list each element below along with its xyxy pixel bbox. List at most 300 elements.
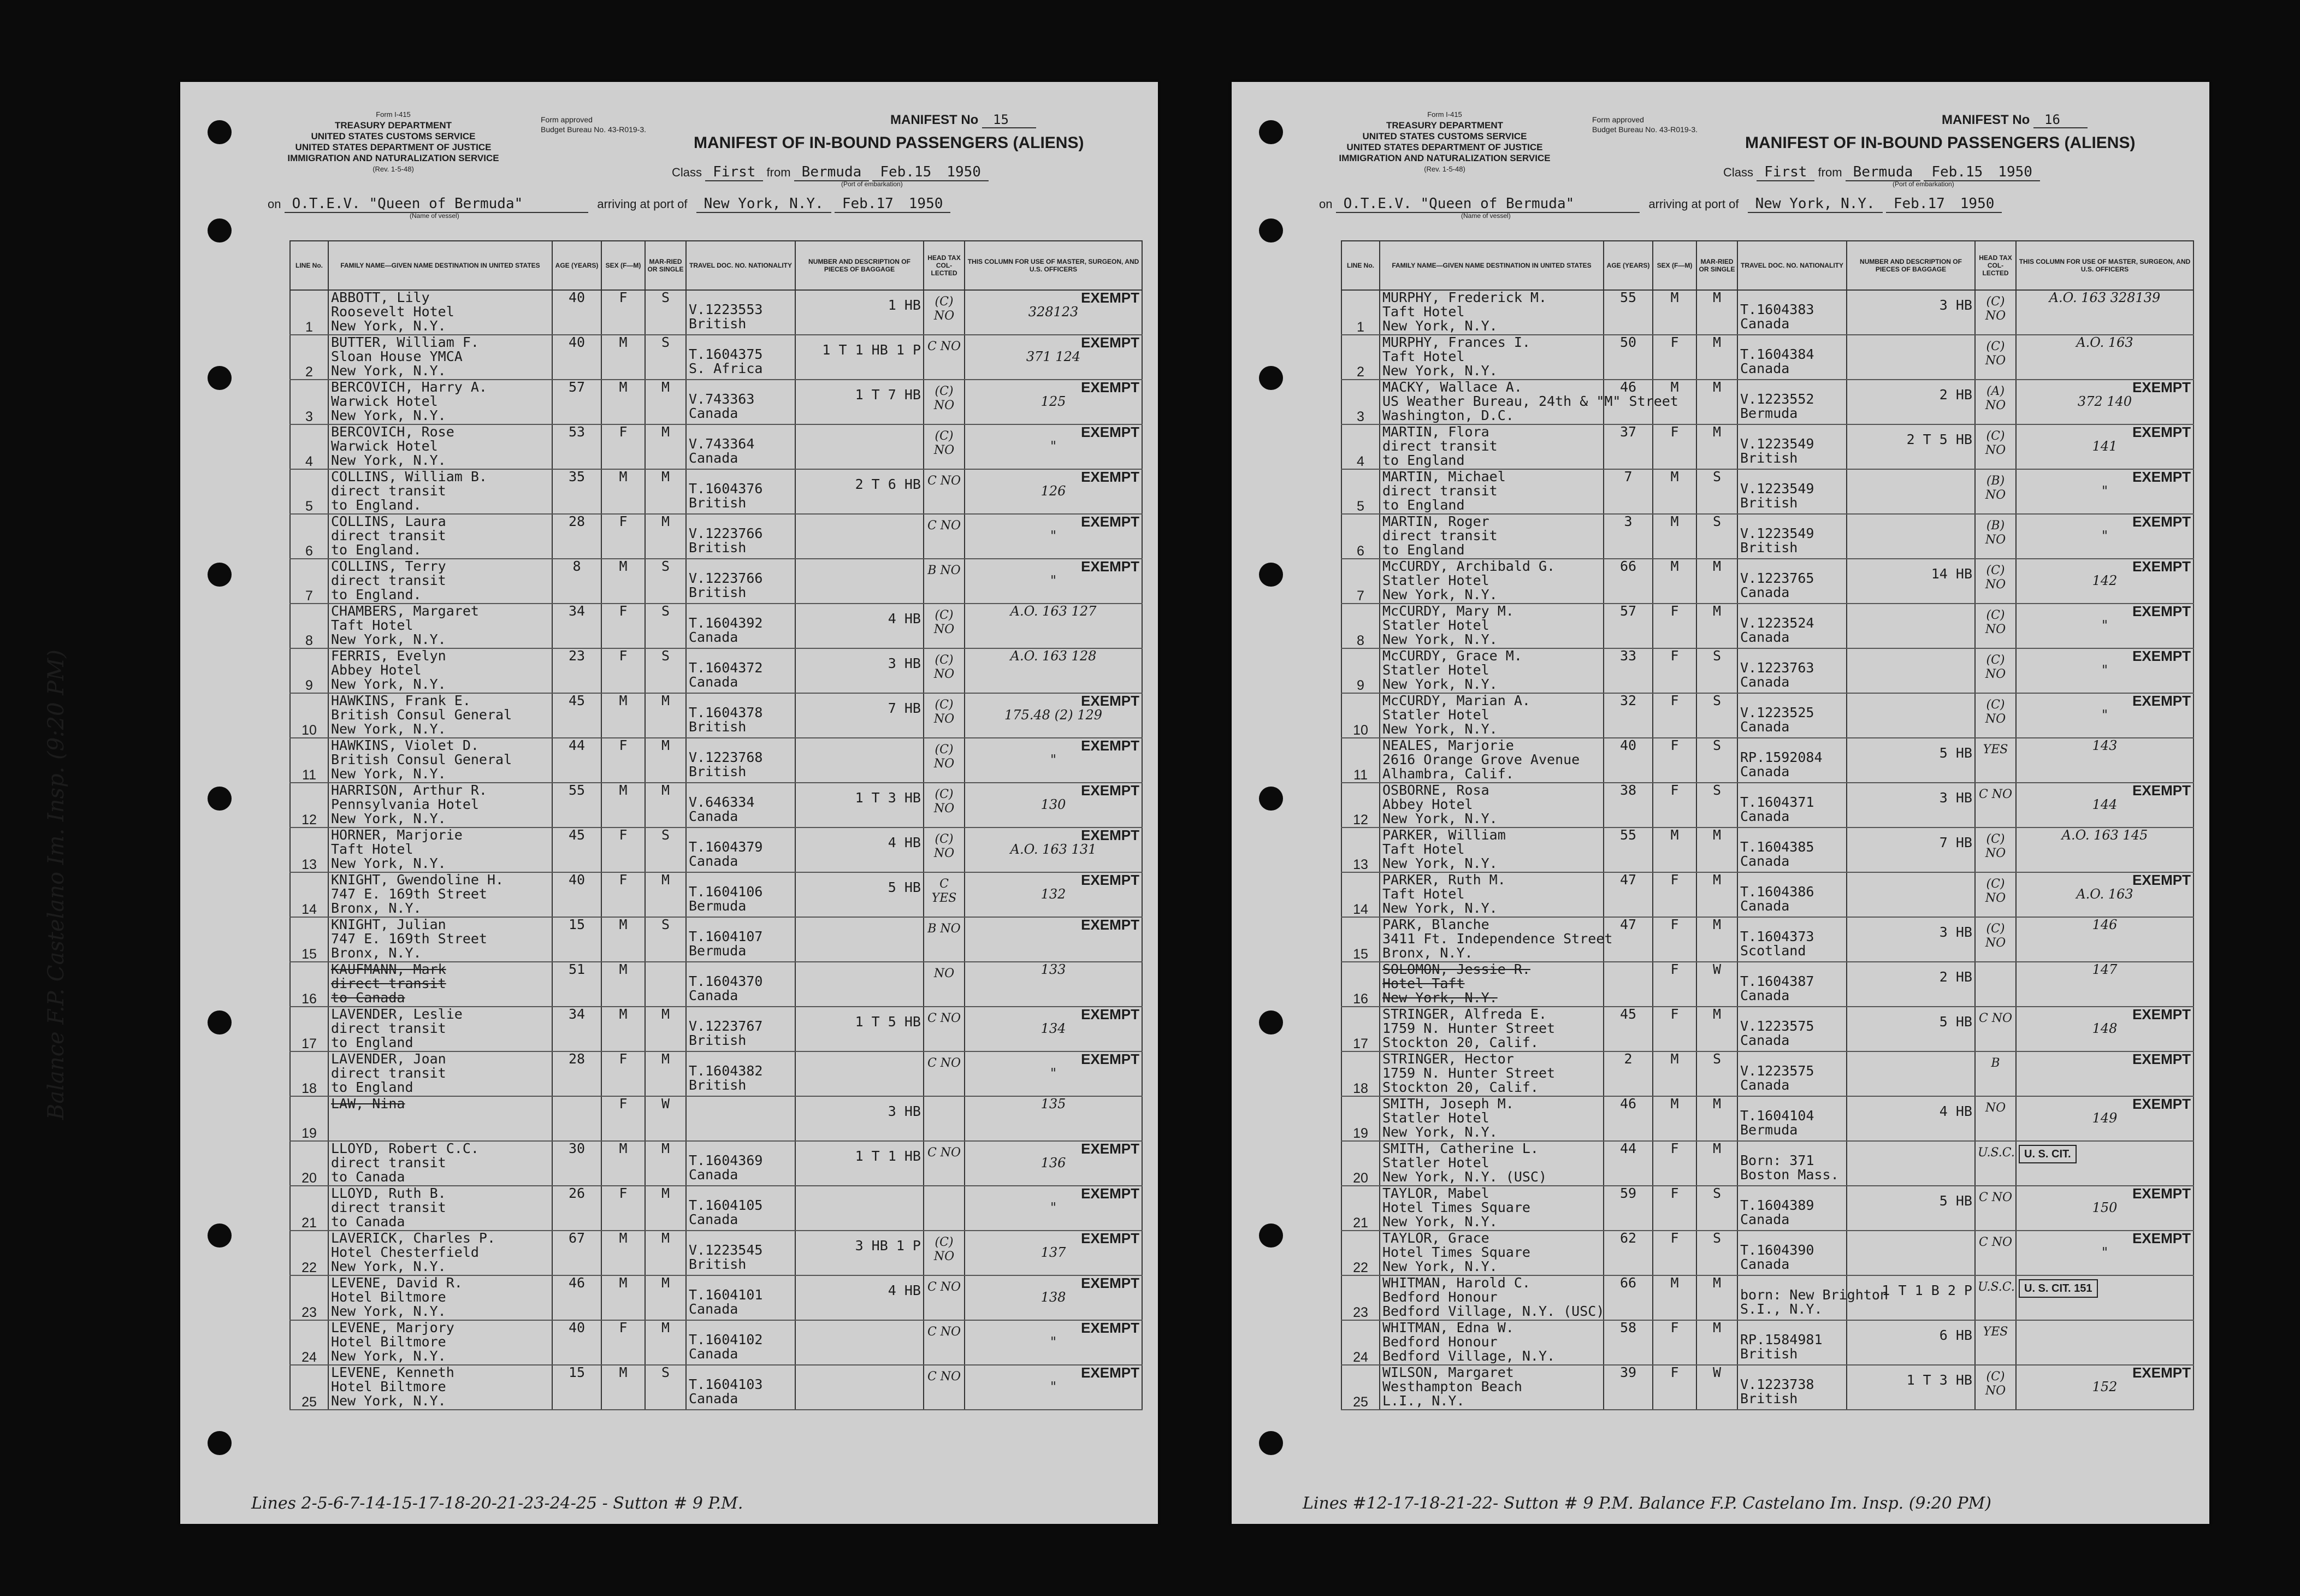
destination-line-2: New York, N.Y.	[331, 811, 446, 826]
officer-use-cell	[2016, 693, 2193, 738]
table-row	[290, 1051, 1142, 1096]
travel-doc-number: V.1223524	[1740, 615, 1814, 631]
passenger-name: MACKY, Wallace A.	[1382, 379, 1522, 395]
age-cell	[1604, 604, 1653, 648]
baggage-cell	[795, 1096, 924, 1141]
binder-hole	[208, 563, 232, 587]
col-headtax-header: HEAD TAX COL-LECTED	[1975, 241, 2016, 290]
passenger-name-destination	[328, 738, 552, 783]
baggage-value: 3 HB 1 P	[855, 1238, 921, 1254]
table-row	[290, 1141, 1142, 1186]
head-tax-value: U.S.C.	[1978, 1146, 2015, 1160]
nationality: Canada	[689, 405, 738, 421]
exempt-stamp: EXEMPT	[2132, 872, 2191, 888]
age-value: 50	[1619, 334, 1637, 350]
age-value: 26	[568, 1185, 586, 1201]
head-tax-value: (C) NO	[933, 295, 955, 323]
age-cell	[1604, 693, 1653, 738]
baggage-cell	[795, 648, 924, 693]
passenger-name: BERCOVICH, Harry A.	[331, 379, 487, 395]
line-number-text: 4	[305, 454, 313, 469]
line-number	[290, 1096, 328, 1141]
age-cell	[1604, 424, 1653, 469]
head-tax-cell	[924, 1051, 965, 1096]
officer-note: "	[1050, 528, 1057, 543]
head-tax-cell	[924, 648, 965, 693]
destination-line-2: Bronx, N.Y.	[331, 945, 422, 961]
sex-cell	[601, 514, 645, 559]
officer-note: 147	[2092, 962, 2118, 977]
col-officers-header: THIS COLUMN FOR USE OF MASTER, SURGEON, AND U.S. OFFICERS	[2016, 241, 2193, 290]
table-row	[1341, 648, 2193, 693]
married-cell	[645, 514, 686, 559]
sex-cell	[601, 335, 645, 380]
sex-value: F	[619, 603, 628, 619]
head-tax-value: B NO	[927, 564, 961, 577]
exempt-stamp: EXEMPT	[1081, 827, 1139, 843]
head-tax-value: C NO	[927, 1146, 961, 1160]
age-cell	[552, 1007, 601, 1051]
table-row	[1341, 872, 2193, 917]
passenger-name: KAUFMANN, Mark	[331, 961, 446, 977]
exempt-stamp: EXEMPT	[1081, 513, 1139, 530]
binder-hole	[208, 787, 232, 811]
exempt-stamp: EXEMPT	[1081, 1364, 1139, 1381]
destination-line-1: direct transit	[331, 976, 446, 991]
officer-use-cell	[2016, 559, 2193, 604]
passenger-name: WHITMAN, Edna W.	[1382, 1320, 1514, 1335]
married-cell	[645, 738, 686, 783]
passenger-name-destination	[1380, 1007, 1604, 1051]
travel-doc-number: Born: 371	[1740, 1152, 1814, 1168]
baggage-cell	[795, 559, 924, 604]
destination-line-1: Abbey Hotel	[1382, 796, 1473, 812]
officer-use-cell	[2016, 1186, 2193, 1231]
destination-line-2: Bedford Village, N.Y. (USC)	[1382, 1303, 1605, 1319]
married-cell	[1696, 559, 1737, 604]
binder-hole	[1259, 1223, 1283, 1248]
destination-line-1: 3411 Ft. Independence Street	[1382, 931, 1613, 947]
officer-note: "	[1050, 1200, 1057, 1215]
us-citizen-stamp: U. S. CIT.	[2019, 1145, 2077, 1163]
passenger-name: STRINGER, Alfreda E.	[1382, 1006, 1547, 1022]
sex-value: F	[1670, 961, 1679, 977]
exempt-stamp: EXEMPT	[1081, 334, 1139, 351]
age-value: 3	[1624, 513, 1633, 529]
nationality: Canada	[1740, 719, 1790, 735]
travel-doc-cell	[686, 693, 795, 738]
travel-doc-cell	[686, 917, 795, 962]
destination-line-1: Abbey Hotel	[331, 662, 422, 678]
sex-value: M	[1670, 379, 1679, 395]
col-line-header: LINE No.	[290, 241, 328, 290]
married-cell	[1696, 1365, 1737, 1410]
travel-doc-cell	[686, 1007, 795, 1051]
head-tax-cell	[1975, 1231, 2016, 1275]
sex-cell	[1653, 783, 1696, 827]
age-value: 34	[568, 1006, 586, 1022]
travel-doc-number: V.1223545	[689, 1242, 763, 1258]
line-number-text: 20	[301, 1171, 317, 1186]
married-cell	[645, 469, 686, 514]
passenger-name-destination	[328, 290, 552, 335]
marital-value: M	[1712, 1275, 1722, 1291]
destination-line-2: to Canada	[331, 1214, 405, 1229]
age-cell	[1604, 559, 1653, 604]
col-name-header: FAMILY NAME—GIVEN NAME DESTINATION IN UNITED STATES	[328, 241, 552, 290]
exempt-stamp: EXEMPT	[2132, 1051, 2191, 1067]
officer-note: A.O. 163	[2076, 886, 2133, 902]
line-number	[1341, 604, 1380, 648]
sex-cell	[1653, 604, 1696, 648]
officer-use-cell	[965, 604, 1142, 648]
passenger-name-destination	[328, 469, 552, 514]
table-row	[290, 1186, 1142, 1231]
age-value: 33	[1619, 648, 1637, 664]
sex-value: F	[1670, 872, 1679, 888]
baggage-value: 2 HB	[1939, 969, 1972, 985]
head-tax-value: (C) NO	[933, 385, 955, 412]
age-cell	[1604, 1051, 1653, 1096]
footer-annotation: Lines 2-5-6-7-14-15-17-18-20-21-23-24-25 - Sutton # 9 P.M.	[251, 1494, 743, 1513]
officer-use-cell	[965, 917, 1142, 962]
table-row	[1341, 559, 2193, 604]
destination-line-1: direct transit	[331, 483, 446, 499]
age-value: 15	[568, 917, 586, 932]
destination-line-1: Westhampton Beach	[1382, 1379, 1522, 1394]
travel-doc-number: T.1604103	[689, 1376, 763, 1392]
age-cell	[552, 827, 601, 872]
col-baggage-header: NUMBER AND DESCRIPTION OF PIECES OF BAGGAGE	[1847, 241, 1975, 290]
sex-cell	[601, 559, 645, 604]
table-row	[290, 424, 1142, 469]
officer-use-cell	[2016, 1096, 2193, 1141]
age-cell	[552, 380, 601, 424]
marital-value: M	[1712, 1320, 1722, 1335]
destination-line-1: 2616 Orange Grove Avenue	[1382, 752, 1580, 767]
passenger-name: PARK, Blanche	[1382, 917, 1489, 932]
destination-line-1: 1759 N. Hunter Street	[1382, 1065, 1556, 1081]
head-tax-cell	[1975, 827, 2016, 872]
passenger-name: HAWKINS, Frank E.	[331, 693, 471, 708]
destination-line-2: New York, N.Y.	[331, 631, 446, 647]
age-cell	[552, 693, 601, 738]
baggage-value: 1 T 7 HB	[855, 387, 921, 403]
passenger-name-destination	[1380, 1231, 1604, 1275]
officer-note: A.O. 163	[2076, 335, 2133, 350]
officer-use-cell	[2016, 648, 2193, 693]
sex-cell	[1653, 738, 1696, 783]
passenger-name-destination	[328, 559, 552, 604]
nationality: Canada	[689, 674, 738, 690]
exempt-stamp: EXEMPT	[2132, 558, 2191, 575]
line-number	[290, 1365, 328, 1410]
head-tax-cell	[924, 962, 965, 1007]
head-tax-value: (C) NO	[933, 608, 955, 636]
sex-value: F	[1670, 693, 1679, 708]
sex-cell	[1653, 827, 1696, 872]
officer-use-cell	[2016, 738, 2193, 783]
sex-cell	[601, 1365, 645, 1410]
married-cell	[645, 424, 686, 469]
married-cell	[645, 1096, 686, 1141]
table-row	[290, 514, 1142, 559]
form-title: MANIFEST OF IN-BOUND PASSENGERS (ALIENS)	[694, 134, 1084, 152]
officer-note: 148	[2092, 1021, 2118, 1036]
table-row	[1341, 738, 2193, 783]
age-cell	[552, 917, 601, 962]
manifest-page-15	[44, 82, 1158, 1524]
married-cell	[1696, 469, 1737, 514]
passenger-name-destination	[328, 1096, 552, 1141]
passenger-name: SMITH, Catherine L.	[1382, 1140, 1539, 1156]
destination-line-2: New York, N.Y.	[1382, 318, 1498, 334]
table-header-row	[1341, 241, 2193, 290]
destination-line-1: Hotel Times Square	[1382, 1244, 1530, 1260]
nationality: Bermuda	[1740, 405, 1798, 421]
col-married-header: MAR-RIED OR SINGLE	[645, 241, 686, 290]
officer-note: "	[1050, 752, 1057, 767]
nationality: Canada	[1740, 1077, 1790, 1093]
line-number	[1341, 693, 1380, 738]
exempt-stamp: EXEMPT	[1081, 872, 1139, 888]
sex-value: M	[619, 961, 628, 977]
officer-note: A.O. 163 131	[1010, 842, 1097, 857]
passenger-name: BERCOVICH, Rose	[331, 424, 454, 440]
destination-line-2: New York, N.Y. (USC)	[1382, 1169, 1547, 1185]
head-tax-cell	[1975, 514, 2016, 559]
sex-cell	[601, 1007, 645, 1051]
passenger-name-destination	[328, 1320, 552, 1365]
destination-line-2: New York, N.Y.	[1382, 990, 1498, 1006]
table-row	[1341, 1275, 2193, 1320]
baggage-value: 4 HB	[888, 835, 921, 850]
marital-value: M	[1712, 379, 1722, 395]
line-number-text: 12	[301, 812, 317, 827]
head-tax-cell	[1975, 693, 2016, 738]
baggage-cell	[1847, 290, 1975, 335]
line-number	[290, 559, 328, 604]
marital-value: S	[661, 1364, 670, 1380]
passenger-name-destination	[328, 604, 552, 648]
baggage-value: 5 HB	[1939, 1014, 1972, 1030]
passenger-name-destination	[1380, 514, 1604, 559]
table-row	[290, 648, 1142, 693]
marital-value: M	[1712, 1096, 1722, 1112]
table-row	[290, 559, 1142, 604]
head-tax-cell	[924, 604, 965, 648]
marital-value: S	[1712, 648, 1722, 664]
officer-note: 130	[1040, 797, 1066, 812]
travel-doc-cell	[1737, 1186, 1847, 1231]
sex-cell	[1653, 648, 1696, 693]
married-cell	[1696, 514, 1737, 559]
baggage-value: 3 HB	[1939, 924, 1972, 940]
passenger-name: MARTIN, Flora	[1382, 424, 1489, 440]
nationality: Canada	[1740, 898, 1790, 914]
destination-line-1: direct transit	[331, 1020, 446, 1036]
destination-line-1: Warwick Hotel	[331, 438, 438, 454]
passenger-name: COLLINS, William B.	[331, 469, 487, 484]
officer-use-cell	[2016, 1231, 2193, 1275]
officer-note: 136	[1040, 1155, 1066, 1171]
travel-doc-number: V.1223525	[1740, 705, 1814, 720]
married-cell	[645, 917, 686, 962]
baggage-cell	[795, 1186, 924, 1231]
sex-value: F	[1670, 1140, 1679, 1156]
marital-value: M	[661, 379, 670, 395]
binder-hole	[1259, 218, 1283, 243]
officer-use-cell	[965, 559, 1142, 604]
age-value: 66	[1619, 1275, 1637, 1291]
baggage-cell	[1847, 738, 1975, 783]
baggage-cell	[1847, 917, 1975, 962]
age-value: 40	[568, 872, 586, 888]
age-value: 40	[568, 334, 586, 350]
travel-doc-number: T.1604385	[1740, 839, 1814, 855]
age-value: 45	[568, 693, 586, 708]
line-number	[1341, 1365, 1380, 1410]
destination-line-2: to Canada	[331, 990, 405, 1006]
baggage-value: 1 HB	[888, 297, 921, 313]
sex-value: M	[619, 558, 628, 574]
line-number	[1341, 1231, 1380, 1275]
travel-doc-cell	[1737, 827, 1847, 872]
sex-cell	[601, 1186, 645, 1231]
sex-value: M	[619, 1140, 628, 1156]
baggage-cell	[1847, 648, 1975, 693]
destination-line-1: Warwick Hotel	[331, 393, 438, 409]
sex-value: F	[619, 737, 628, 753]
officer-note: 132	[1040, 886, 1066, 902]
officer-note: 152	[2092, 1379, 2118, 1394]
exempt-stamp: EXEMPT	[2132, 424, 2191, 440]
head-tax-cell	[1975, 1096, 2016, 1141]
nationality: Canada	[1740, 808, 1790, 824]
officer-use-cell	[2016, 1275, 2193, 1320]
sex-value: F	[619, 289, 628, 305]
line-number	[290, 1007, 328, 1051]
head-tax-cell	[924, 514, 965, 559]
sex-cell	[601, 917, 645, 962]
exempt-stamp: EXEMPT	[2132, 1364, 2191, 1381]
line-number-text: 9	[305, 678, 313, 693]
table-row	[290, 290, 1142, 335]
head-tax-value: (C) NO	[1985, 877, 2006, 905]
agency-header: Form I-415 TREASURY DEPARTMENT UNITED STATES CUSTOMS SERVICE UNITED STATES DEPARTMENT OF JUSTICE IMMIGRATION AND NATURALIZATION SERVICE (Rev. 1-5-48)	[287, 110, 499, 173]
passenger-name-destination	[328, 1275, 552, 1320]
married-cell	[1696, 872, 1737, 917]
age-cell	[1604, 1275, 1653, 1320]
baggage-cell	[1847, 827, 1975, 872]
passenger-name-destination	[328, 783, 552, 827]
passenger-name: LLOYD, Robert C.C.	[331, 1140, 479, 1156]
age-value: 55	[1619, 827, 1637, 843]
marital-value: W	[1712, 1364, 1722, 1380]
line-number-text: 13	[1353, 857, 1368, 872]
destination-line-1: Hotel Biltmore	[331, 1289, 446, 1305]
age-cell	[552, 1365, 601, 1410]
destination-line-2: Alhambra, Calif.	[1382, 766, 1514, 782]
travel-doc-number: V.1223765	[1740, 570, 1814, 586]
line-number	[290, 604, 328, 648]
passenger-name-destination	[328, 1007, 552, 1051]
marital-value: S	[661, 648, 670, 664]
table-row	[1341, 827, 2193, 872]
sex-cell	[1653, 1141, 1696, 1186]
sex-value: F	[1670, 1364, 1679, 1380]
destination-line-1: Taft Hotel	[1382, 304, 1465, 320]
married-cell	[1696, 648, 1737, 693]
age-value: 40	[568, 289, 586, 305]
travel-doc-cell	[1737, 1007, 1847, 1051]
passenger-name-destination	[1380, 1096, 1604, 1141]
baggage-cell	[1847, 335, 1975, 380]
travel-doc-cell	[1737, 783, 1847, 827]
sex-cell	[601, 1320, 645, 1365]
passenger-name-destination	[1380, 1275, 1604, 1320]
marital-value: M	[661, 1275, 670, 1291]
travel-doc-number: T.1604392	[689, 615, 763, 631]
line-number	[290, 693, 328, 738]
travel-doc-number: V.1223549	[1740, 525, 1814, 541]
head-tax-value: C NO	[1978, 1236, 2013, 1249]
travel-doc-cell	[1737, 1365, 1847, 1410]
passenger-name: MARTIN, Michael	[1382, 469, 1506, 484]
age-value: 40	[1619, 737, 1637, 753]
head-tax-cell	[1975, 424, 2016, 469]
travel-doc-cell	[686, 1186, 795, 1231]
age-cell	[552, 1141, 601, 1186]
line-number	[1341, 1051, 1380, 1096]
travel-doc-cell	[1737, 1141, 1847, 1186]
travel-doc-cell	[686, 1096, 795, 1141]
officer-note: "	[1050, 1334, 1057, 1350]
age-value: 44	[568, 737, 586, 753]
sex-cell	[1653, 872, 1696, 917]
sex-value: F	[1670, 1230, 1679, 1246]
baggage-value: 1 T 3 HB	[1906, 1372, 1972, 1388]
sex-value: F	[619, 513, 628, 529]
line-number-text: 16	[1353, 991, 1368, 1007]
baggage-cell	[795, 514, 924, 559]
sex-cell	[1653, 1365, 1696, 1410]
col-married-header: MAR-RIED OR SINGLE	[1696, 241, 1737, 290]
line-number	[1341, 559, 1380, 604]
destination-line-1: Statler Hotel	[1382, 617, 1489, 633]
line-number	[1341, 1186, 1380, 1231]
travel-doc-number: V.1223763	[1740, 660, 1814, 676]
age-value: 59	[1619, 1185, 1637, 1201]
exempt-stamp: EXEMPT	[1081, 737, 1139, 754]
col-age-header: AGE (YEARS)	[1604, 241, 1653, 290]
exempt-stamp: EXEMPT	[1081, 693, 1139, 709]
binder-hole	[208, 120, 232, 144]
age-cell	[552, 783, 601, 827]
age-cell	[1604, 648, 1653, 693]
passenger-name-destination	[1380, 783, 1604, 827]
passenger-name-destination	[328, 424, 552, 469]
line-number-text: 9	[1357, 678, 1364, 693]
destination-line-1: direct transit	[331, 1155, 446, 1171]
travel-doc-number: T.1604107	[689, 929, 763, 944]
passenger-name: LAVERICK, Charles P.	[331, 1230, 496, 1246]
baggage-value: 4 HB	[888, 611, 921, 626]
age-cell	[1604, 738, 1653, 783]
age-cell	[552, 1051, 601, 1096]
officer-note: "	[1050, 1066, 1057, 1081]
destination-line-1: US Weather Bureau, 24th & "M" Street	[1382, 393, 1678, 409]
